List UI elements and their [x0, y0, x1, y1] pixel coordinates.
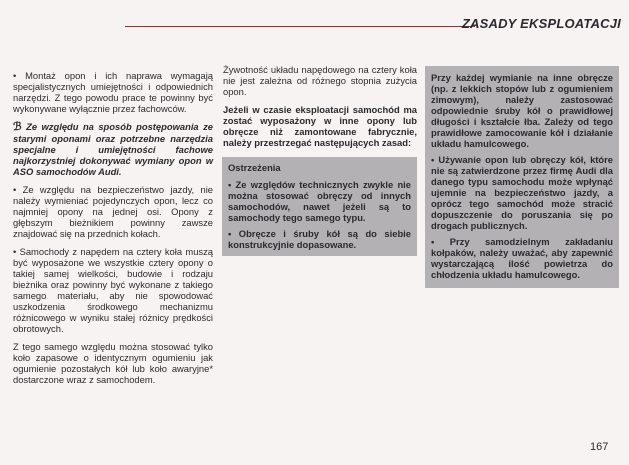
section-title: ZASADY EKSPLOATACJI: [461, 16, 621, 31]
warning-item: • Przy samodzielnym zakładaniu kołpaków, należy uważać, aby zapewnić wystarczającą ilość powietrza do chłodzenia układu hamulcowego.: [431, 236, 613, 280]
warning-title: Ostrzeżenia: [228, 162, 281, 173]
left-column: [13, 70, 213, 392]
warning-item: • Używanie opon lub obręczy kół, które nie są zatwierdzone przez firmę Audi dla danego typu samochodu może wpłynąć ujemnie na bezpieczeństwo jazdy, a oprócz tego samochód może stracić dopuszczenie do poruszania się po drogach publicznych.: [431, 154, 613, 231]
warning-box-continued: [425, 66, 619, 288]
warning-item: • Obręcze i śruby kół są do siebie konstrukcyjnie dopasowane.: [228, 228, 411, 250]
warning-item: Przy każdej wymianie na inne obręcze (np. z lekkich stopów lub z ogumieniem zimowym), należy zastosować odpowiednie śruby kół o prawidłowej długości i kształcie łba. Zależy od tego prawidłowe zamocowanie kół i działanie układu hamulcowego.: [431, 72, 613, 149]
paragraph: Z tego samego względu można stosować tylko koło zapasowe o identycznym ogumieniu jak ogumienie pozostałych kół lub koło awaryjne* dostarczone wraz z samochodem.: [13, 341, 213, 385]
environment-icon: ℬ: [13, 121, 22, 133]
paragraph: • Samochody z napędem na cztery koła muszą być wyposażone we wszystkie cztery opony o takiej samej wielkości, budowie i rodzaju bieżnika oraz powinny być wykonane z takiego samego materiału, aby nie spowodować uszkodzenia środkowego mechanizmu różnicowego w wyniku stałej różnicy prędkości obrotowych.: [13, 246, 213, 334]
middle-column: [223, 64, 417, 256]
paragraph-bold: Jeżeli w czasie eksploatacji samochód ma zostać wyposażony w inne opony lub obręcze niż zamontowane fabrycznie, należy przestrzegać następujących zasad:: [223, 104, 417, 148]
page-number: 167: [590, 441, 609, 453]
warning-item: • Ze względów technicznych zwykle nie można stosować obręczy od innych samochodów, nawet jeżeli są to samochody tego samego typu.: [228, 179, 411, 223]
right-column: [425, 66, 619, 288]
environment-note-text: Ze względu na sposób postępowania ze starymi oponami oraz potrzebne narzędzia specjalne i umiejętności fachowe najkorzystniej dokonywać wymiany opon w ASO samochodów Audi.: [13, 121, 213, 177]
paragraph: • Ze względu na bezpieczeństwo jazdy, nie należy wymieniać pojedynczych opon, lecz co najmniej opony na jednej osi. Opony z głębszym bieżnikiem powinny zawsze znajdować się na przednich kołach.: [13, 184, 213, 239]
paragraph: • Montaż opon i ich naprawa wymagają specjalistycznych umiejętności i odpowiednich narzędzi. Z tego powodu prace te powinny być wykonywane wyłącznie przez fachowców.: [13, 70, 213, 114]
header-rule: [125, 26, 475, 27]
paragraph: Żywotność układu napędowego na cztery koła nie jest zależna od różnego stopnia zużycia opon.: [223, 64, 417, 97]
warning-box: [222, 157, 417, 256]
environment-note: [13, 121, 213, 177]
